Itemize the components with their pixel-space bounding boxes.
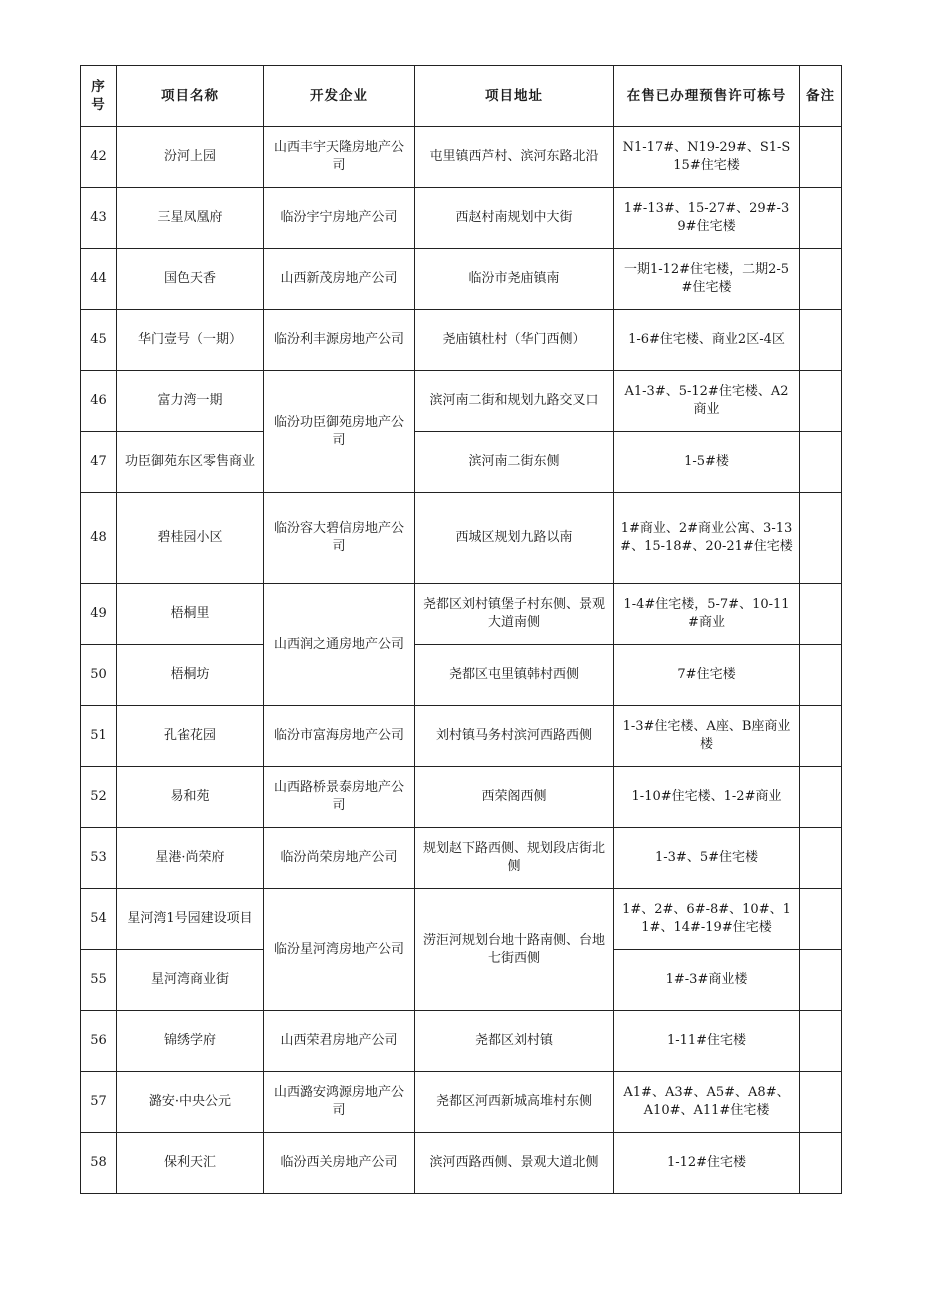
cell-permit: 1-5#楼 xyxy=(614,432,800,493)
cell-address: 尧都区刘村镇 xyxy=(415,1011,614,1072)
cell-no: 55 xyxy=(81,950,117,1011)
cell-project-name: 功臣御苑东区零售商业 xyxy=(117,432,264,493)
cell-no: 49 xyxy=(81,584,117,645)
cell-developer: 山西路桥景泰房地产公司 xyxy=(264,767,415,828)
cell-address: 尧都区屯里镇韩村西侧 xyxy=(415,645,614,706)
cell-project-name: 富力湾一期 xyxy=(117,371,264,432)
cell-remark xyxy=(800,371,842,432)
cell-developer: 临汾功臣御苑房地产公司 xyxy=(264,371,415,493)
cell-no: 57 xyxy=(81,1072,117,1133)
cell-address: 刘村镇马务村滨河西路西侧 xyxy=(415,706,614,767)
cell-remark xyxy=(800,584,842,645)
cell-remark xyxy=(800,1011,842,1072)
cell-address: 滨河西路西侧、景观大道北侧 xyxy=(415,1133,614,1194)
cell-no: 56 xyxy=(81,1011,117,1072)
cell-no: 50 xyxy=(81,645,117,706)
cell-developer: 山西潞安鸿源房地产公司 xyxy=(264,1072,415,1133)
cell-permit: 1#、2#、6#-8#、10#、11#、14#-19#住宅楼 xyxy=(614,889,800,950)
cell-no: 44 xyxy=(81,249,117,310)
cell-developer: 临汾利丰源房地产公司 xyxy=(264,310,415,371)
cell-no: 54 xyxy=(81,889,117,950)
cell-no: 42 xyxy=(81,127,117,188)
cell-permit: A1-3#、5-12#住宅楼、A2商业 xyxy=(614,371,800,432)
cell-address: 滨河南二街和规划九路交叉口 xyxy=(415,371,614,432)
cell-permit: 1-4#住宅楼，5-7#、10-11#商业 xyxy=(614,584,800,645)
cell-project-name: 星河湾1号园建设项目 xyxy=(117,889,264,950)
cell-project-name: 星河湾商业街 xyxy=(117,950,264,1011)
cell-project-name: 梧桐坊 xyxy=(117,645,264,706)
cell-remark xyxy=(800,493,842,584)
cell-no: 43 xyxy=(81,188,117,249)
cell-address: 西荣阁西侧 xyxy=(415,767,614,828)
table-row xyxy=(81,1072,842,1133)
table-row xyxy=(81,706,842,767)
cell-no: 46 xyxy=(81,371,117,432)
cell-permit: 1-3#、5#住宅楼 xyxy=(614,828,800,889)
cell-developer: 临汾西关房地产公司 xyxy=(264,1133,415,1194)
cell-no: 53 xyxy=(81,828,117,889)
cell-remark xyxy=(800,889,842,950)
cell-no: 48 xyxy=(81,493,117,584)
cell-address: 西城区规划九路以南 xyxy=(415,493,614,584)
cell-developer: 山西丰宇天隆房地产公司 xyxy=(264,127,415,188)
cell-permit: 1#-13#、15-27#、29#-39#住宅楼 xyxy=(614,188,800,249)
header-remark: 备注 xyxy=(800,66,842,127)
cell-developer: 临汾宇宁房地产公司 xyxy=(264,188,415,249)
table-row xyxy=(81,889,842,950)
cell-developer: 临汾尚荣房地产公司 xyxy=(264,828,415,889)
cell-remark xyxy=(800,127,842,188)
cell-permit: 1-3#住宅楼、A座、B座商业楼 xyxy=(614,706,800,767)
cell-project-name: 梧桐里 xyxy=(117,584,264,645)
cell-address: 规划赵下路西侧、规划段店街北侧 xyxy=(415,828,614,889)
cell-no: 51 xyxy=(81,706,117,767)
table-row xyxy=(81,584,842,645)
cell-project-name: 孔雀花园 xyxy=(117,706,264,767)
table-row xyxy=(81,828,842,889)
table-row xyxy=(81,645,842,706)
cell-no: 47 xyxy=(81,432,117,493)
cell-project-name: 三星凤凰府 xyxy=(117,188,264,249)
cell-no: 58 xyxy=(81,1133,117,1194)
cell-permit: 一期1-12#住宅楼，二期2-5#住宅楼 xyxy=(614,249,800,310)
presale-permit-table xyxy=(80,65,842,1194)
cell-address: 尧都区刘村镇堡子村东侧、景观大道南侧 xyxy=(415,584,614,645)
header-project-name: 项目名称 xyxy=(117,66,264,127)
table-row xyxy=(81,432,842,493)
cell-remark xyxy=(800,432,842,493)
cell-permit: 1-12#住宅楼 xyxy=(614,1133,800,1194)
cell-address: 滨河南二街东侧 xyxy=(415,432,614,493)
cell-project-name: 锦绣学府 xyxy=(117,1011,264,1072)
cell-developer: 临汾星河湾房地产公司 xyxy=(264,889,415,1011)
cell-remark xyxy=(800,188,842,249)
table-row xyxy=(81,249,842,310)
cell-remark xyxy=(800,767,842,828)
cell-permit: N1-17#、N19-29#、S1-S15#住宅楼 xyxy=(614,127,800,188)
cell-address: 西赵村南规划中大街 xyxy=(415,188,614,249)
table-row xyxy=(81,127,842,188)
cell-permit: 1-6#住宅楼、商业2区-4区 xyxy=(614,310,800,371)
header-no: 序号 xyxy=(81,66,117,127)
cell-project-name: 潞安·中央公元 xyxy=(117,1072,264,1133)
cell-project-name: 星港·尚荣府 xyxy=(117,828,264,889)
table-row xyxy=(81,767,842,828)
header-address: 项目地址 xyxy=(415,66,614,127)
table-row xyxy=(81,371,842,432)
cell-permit: 1-10#住宅楼、1-2#商业 xyxy=(614,767,800,828)
cell-remark xyxy=(800,310,842,371)
cell-remark xyxy=(800,249,842,310)
table-row xyxy=(81,188,842,249)
cell-remark xyxy=(800,1133,842,1194)
cell-remark xyxy=(800,950,842,1011)
cell-address: 屯里镇西芦村、滨河东路北沿 xyxy=(415,127,614,188)
cell-address: 尧庙镇杜村（华门西侧） xyxy=(415,310,614,371)
header-developer: 开发企业 xyxy=(264,66,415,127)
table-row xyxy=(81,310,842,371)
cell-address: 涝洰河规划台地十路南侧、台地七街西侧 xyxy=(415,889,614,1011)
cell-address: 临汾市尧庙镇南 xyxy=(415,249,614,310)
cell-remark xyxy=(800,828,842,889)
cell-developer: 临汾容大碧信房地产公司 xyxy=(264,493,415,584)
cell-permit: 7#住宅楼 xyxy=(614,645,800,706)
cell-permit: 1#商业、2#商业公寓、3-13#、15-18#、20-21#住宅楼 xyxy=(614,493,800,584)
header-row xyxy=(81,66,842,127)
cell-remark xyxy=(800,1072,842,1133)
cell-developer: 临汾市富海房地产公司 xyxy=(264,706,415,767)
cell-project-name: 国色天香 xyxy=(117,249,264,310)
cell-project-name: 碧桂园小区 xyxy=(117,493,264,584)
cell-permit: 1#-3#商业楼 xyxy=(614,950,800,1011)
table-row xyxy=(81,1011,842,1072)
cell-address: 尧都区河西新城高堆村东侧 xyxy=(415,1072,614,1133)
header-permit: 在售已办理预售许可栋号 xyxy=(614,66,800,127)
cell-no: 45 xyxy=(81,310,117,371)
cell-project-name: 华门壹号（一期） xyxy=(117,310,264,371)
cell-developer: 山西新茂房地产公司 xyxy=(264,249,415,310)
table-row xyxy=(81,493,842,584)
cell-developer: 山西润之通房地产公司 xyxy=(264,584,415,706)
cell-remark xyxy=(800,706,842,767)
cell-remark xyxy=(800,645,842,706)
cell-project-name: 易和苑 xyxy=(117,767,264,828)
cell-developer: 山西荣君房地产公司 xyxy=(264,1011,415,1072)
cell-project-name: 汾河上园 xyxy=(117,127,264,188)
table-row xyxy=(81,1133,842,1194)
cell-permit: 1-11#住宅楼 xyxy=(614,1011,800,1072)
cell-project-name: 保利天汇 xyxy=(117,1133,264,1194)
cell-permit: A1#、A3#、A5#、A8#、A10#、A11#住宅楼 xyxy=(614,1072,800,1133)
cell-no: 52 xyxy=(81,767,117,828)
